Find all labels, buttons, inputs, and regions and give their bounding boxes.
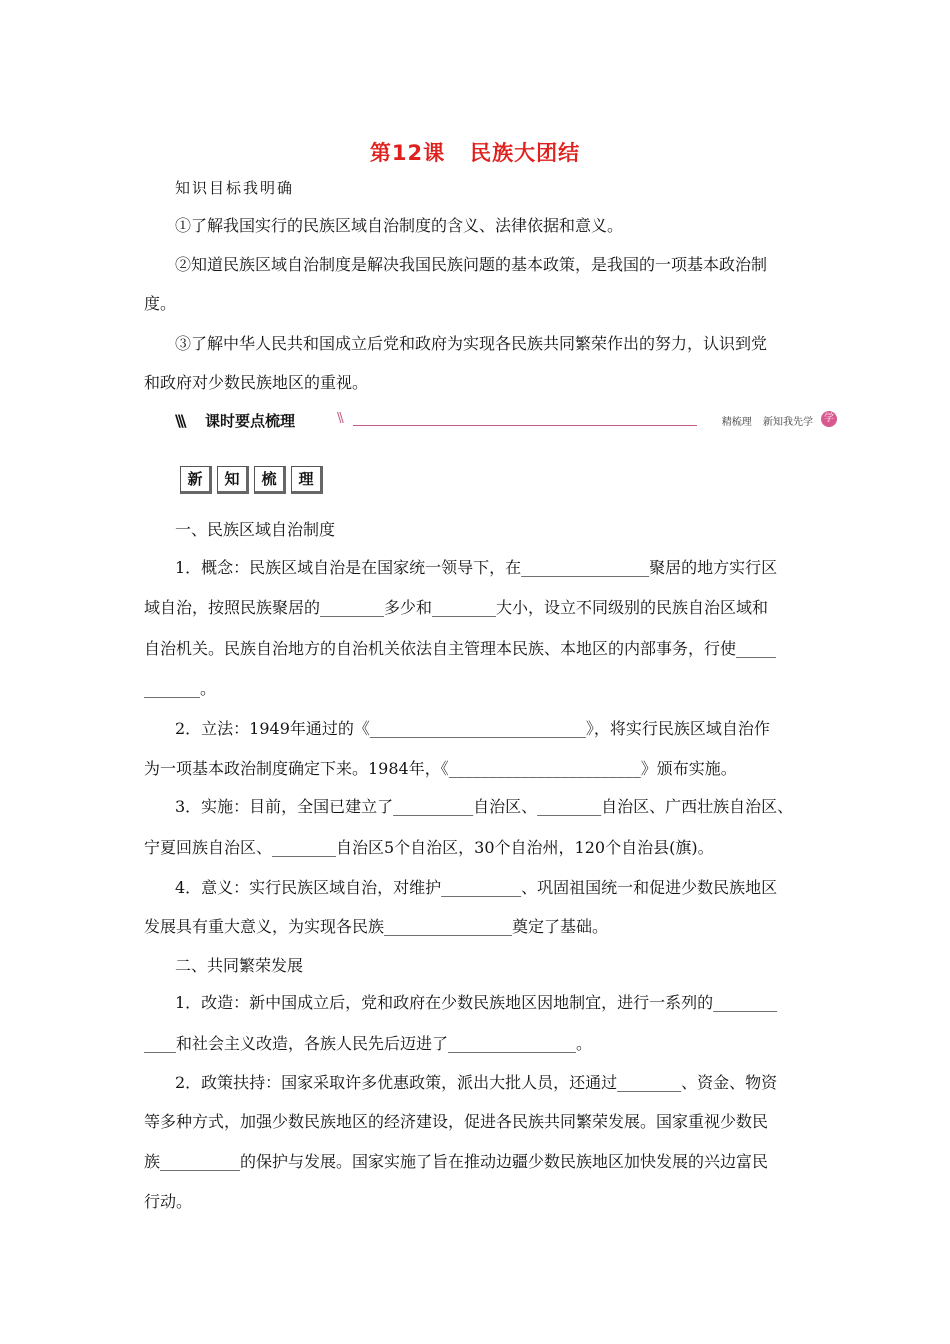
content-line: ____和社会主义改造，各族人民先后迈进了________________。 [144, 1034, 593, 1053]
content-line: 2．政策扶持：国家采取许多优惠政策，派出大批人员，还通过________、资金、物资 [175, 1073, 778, 1092]
section-label [180, 466, 328, 494]
banner-badge: 学 [821, 411, 837, 427]
goal-line: 和政府对少数民族地区的重视。 [144, 373, 369, 392]
banner-tagline [714, 413, 813, 428]
content-line: 1．概念：民族区域自治是在国家统一领导下，在________________聚居的地方实行区 [175, 558, 778, 577]
section-label-char: 知 [217, 466, 249, 494]
banner-slash-icon: \\\ [175, 411, 184, 430]
section-banner [175, 409, 837, 433]
content-line: 族__________的保护与发展。国家实施了旨在推动边疆少数民族地区加快发展的兴边富民 [144, 1152, 769, 1171]
content-line: 行动。 [144, 1192, 193, 1211]
content-line: 等多种方式，加强少数民族地区的经济建设，促进各民族共同繁荣发展。国家重视少数民 [144, 1112, 769, 1131]
content-line: _______。 [144, 679, 217, 698]
banner-tag-1: 精梳理 [721, 417, 752, 428]
lesson-name: 民族大团结 [470, 141, 581, 165]
goal-line: ②知道民族区域自治制度是解决我国民族问题的基本政策，是我国的一项基本政治制 [175, 255, 768, 274]
content-line: 3．实施：目前，全国已建立了__________自治区、________自治区、广西壮族自治区、 [175, 797, 794, 816]
content-line: 宁夏回族自治区、________自治区5个自治区，30个自治州，120个自治县(旗)。 [144, 838, 714, 857]
content-line: 自治机关。民族自治地方的自治机关依法自主管理本民族、本地区的内部事务，行使_____ [144, 639, 777, 658]
section-label-char: 新 [180, 466, 212, 494]
goal-line: ①了解我国实行的民族区域自治制度的含义、法律依据和意义。 [175, 216, 624, 235]
content-line: 二、共同繁荣发展 [175, 956, 304, 975]
content-line: 域自治，按照民族聚居的________多少和________大小，设立不同级别的民族自治区域和 [144, 598, 769, 617]
lesson-number: 第12课 [369, 141, 446, 165]
banner-tag-2: 新知我先学 [763, 417, 813, 428]
banner-title: 课时要点梳理 [205, 412, 296, 430]
content-line: 4．意义：实行民族区域自治，对维护__________、巩固祖国统一和促进少数民族地区 [175, 878, 778, 897]
goals-label: 知识目标我明确 [175, 179, 295, 197]
content-line: 2．立法：1949年通过的《___________________________》，将实行民族区域自治作 [175, 719, 770, 738]
goal-line: 度。 [144, 294, 177, 313]
section-label-char: 理 [291, 466, 323, 494]
section-label-char: 梳 [254, 466, 286, 494]
content-line: 一、民族区域自治制度 [175, 520, 336, 539]
banner-divider-icon: \\ [337, 411, 342, 426]
goal-line: ③了解中华人民共和国成立后党和政府为实现各民族共同繁荣作出的努力，认识到党 [175, 334, 768, 353]
banner-rule [353, 425, 697, 426]
lesson-title [0, 137, 950, 167]
content-line: 1．改造：新中国成立后，党和政府在少数民族地区因地制宜，进行一系列的________ [175, 993, 778, 1012]
content-line: 为一项基本政治制度确定下来。1984年，《________________________》颁布实施。 [144, 759, 737, 778]
content-line: 发展具有重大意义，为实现各民族________________奠定了基础。 [144, 917, 609, 936]
